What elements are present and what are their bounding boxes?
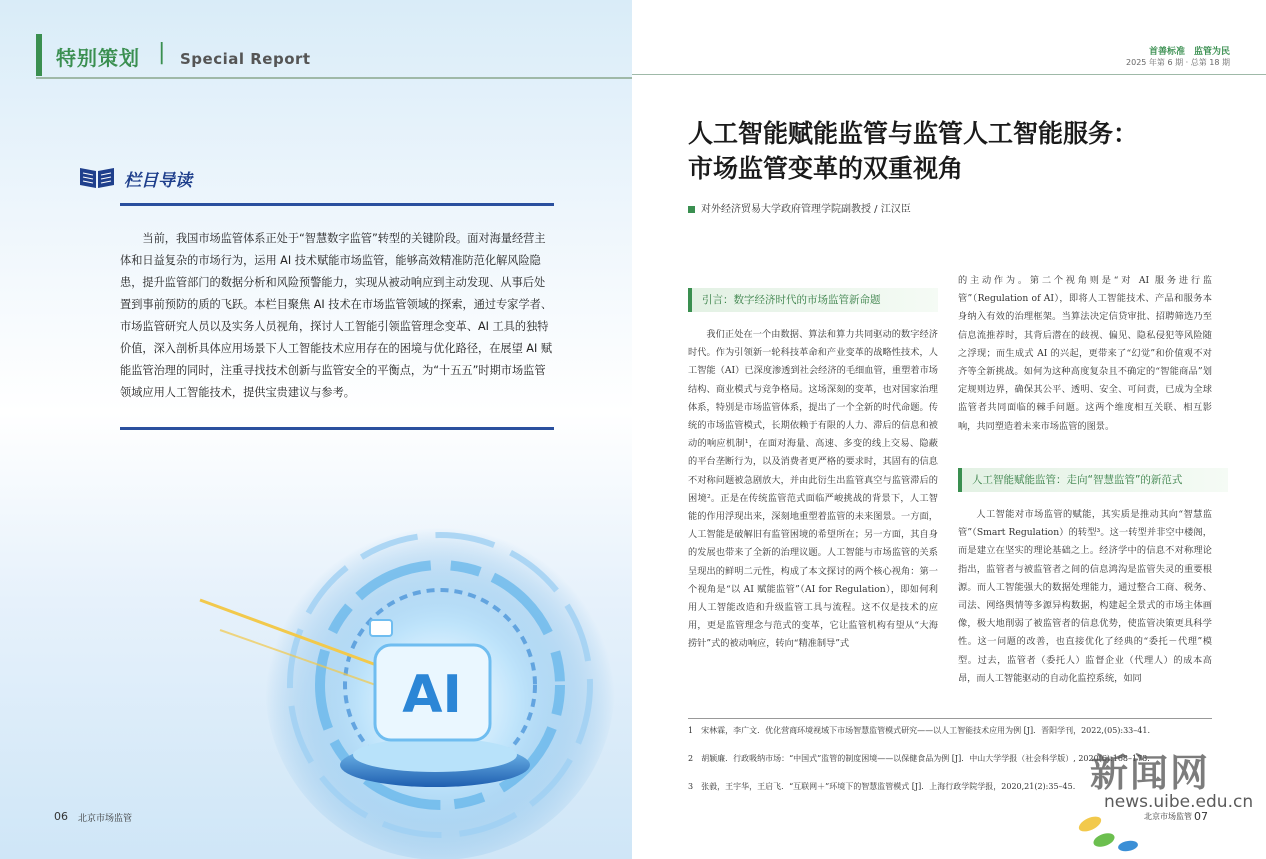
- body-column-left: [688, 326, 938, 654]
- author-text: 对外经济贸易大学政府管理学院副教授 / 江汉臣: [701, 204, 911, 215]
- header-separator: |: [158, 40, 166, 65]
- brand-slogan: 首善标准 监管为民: [1148, 47, 1230, 57]
- footnote-1: 1 宋林霖，李广文．优化营商环境视域下市场智慧监管模式研究——以人工智能技术应用为例 [J]．晋阳学刊，2022,(05):33–41.: [688, 726, 1150, 735]
- header-rule-right: [632, 74, 1266, 75]
- page-number-right: 07: [1194, 810, 1208, 823]
- ai-illustration: [160, 470, 630, 859]
- watermark-text: 新闻网: [1090, 750, 1211, 795]
- magazine-name-right: 北京市场监管: [1144, 812, 1192, 821]
- author-line: [688, 200, 911, 215]
- magazine-name-left: 北京市场监管: [78, 814, 133, 824]
- header-rule: [36, 77, 632, 79]
- footnote-rule: [688, 718, 1212, 719]
- open-book-icon: [78, 164, 116, 190]
- column-title-en: Special Report: [180, 50, 311, 68]
- guide-title: 栏目导读: [124, 171, 192, 191]
- watermark-url: news.uibe.edu.cn: [1104, 792, 1254, 812]
- body-paragraph: 人工智能对市场监管的赋能，其实质是推动其向“智慧监管”（Smart Regulation）的转型³。这一转型并非空中楼阁，而是建立在坚实的理论基础之上。经济学中的信息不对称理论指出，监管者与被监管者之间的信息鸿沟是监管失灵的重要根源。而人工智能强大的数据处理能力，通过整合工商、税务、司法、网络舆情等多源异构数据，构建起全景式的市场主体画像，极大地削弱了被监管者的信息优势，使监管决策更具科学性。这一问题的改善，也直接优化了经典的“委托－代理”模型。过去，监管者（委托人）监督企业（代理人）的成本高昂，而人工智能驱动的自动化监控系统，如同: [958, 509, 1212, 684]
- body-paragraph: 的主动作为。第二个视角则是“对 AI 服务进行监管”（Regulation of AI），即将人工智能技术、产品和服务本身纳入有效的治理框架。当算法决定信贷审批、招聘筛选乃至信息流推荐时，其背后潜在的歧视、偏见、隐私侵犯等风险随之浮现；而生成式 AI 的兴起，更带来了“幻觉”和价值观不对齐等全新挑战。如何为这种高度复杂且不确定的“智能商品”划定规则边界，确保其公平、透明、安全、可问责，已成为全球监管者共同面临的棘手问题。这两个维度相互关联、相互影响，共同塑造着未来市场监管的图景。: [958, 275, 1212, 432]
- footnote-2: 2 胡颖廉．行政吸纳市场：“中国式”监管的制度困境——以保健食品为例 [J]．中山大学学报（社会科学版）, 2020(6):168–178.: [688, 754, 1150, 763]
- section-heading-intro: 引言：数字经济时代的市场监管新命题: [688, 288, 938, 312]
- guide-bottom-rule: [120, 427, 554, 430]
- footnote-3: 3 张毅，王宇华，王启飞．“互联网＋”环境下的智慧监管模式 [J]．上海行政学院学报，2020,21(2):35–45.: [688, 782, 1076, 791]
- author-marker-icon: [688, 206, 695, 213]
- column-title-cn: 特别策划: [56, 46, 140, 70]
- page-number-left: 06: [54, 810, 68, 823]
- body-column-right-top: [958, 272, 1212, 436]
- section-heading-smart-regulation: 人工智能赋能监管：走向“智慧监管”的新范式: [958, 468, 1228, 492]
- body-column-right-bottom: [958, 506, 1212, 688]
- issue-info: 2025 年第 6 期 · 总第 18 期: [1126, 58, 1230, 67]
- header-accent-bar: [36, 34, 42, 76]
- guide-intro-text: 当前，我国市场监管体系正处于“智慧数字监管”转型的关键阶段。面对海量经营主体和日益复杂的市场行为，运用 AI 技术赋能市场监管，能够高效精准防范化解风险隐患，提升监管部门的数据分析和风险预警能力，实现从被动响应到主动发现、从事后处置到事前预防的质的飞跃。本栏目聚焦 AI 技术在市场监管领域的探索，通过专家学者、市场监管研究人员以及实务人员视角，探讨人工智能引领监管理念变革、AI 工具的独特价值，深入剖析具体应用场景下人工智能技术应用存在的困境与优化路径，在展望 AI 赋能监管治理的同时，注重寻找技术创新与监管安全的平衡点，为“十五五”时期市场监管领域应用人工智能技术，提供宝贵建议与参考。: [120, 232, 553, 399]
- guide-top-rule: [120, 203, 554, 206]
- body-paragraph: 我们正处在一个由数据、算法和算力共同驱动的数字经济时代。作为引领新一轮科技革命和产业变革的战略性技术，人工智能（AI）已深度渗透到社会经济的毛细血管，重塑着市场结构、商业模式与竞争格局。这场深刻的变革，也对国家治理体系，特别是市场监管体系，提出了一个全新的时代命题。传统的市场监管模式，长期依赖于有限的人力、滞后的信息和被动的响应机制¹，在面对海量、高速、多变的线上交易、隐蔽的平台垄断行为，以及消费者更严格的要求时，其固有的信息不对称问题被急剧放大，并由此衍生出监管真空与监管滞后的困境²。正是在传统监管范式面临严峻挑战的背景下，人工智能的作用浮现出来，深刻地重塑着监管的未来图景。一方面，人工智能是破解旧有监管困境的希望所在；另一方面，其自身的发展也带来了全新的治理议题。人工智能与市场监管的关系呈现出的鲜明二元性，构成了本文探讨的两个核心视角：第一个视角是“以 AI 赋能监管”（AI for Regulation），即如何利用人工智能改造和升级监管工具与流程。这不仅是技术的应用，更是监管理念与范式的变革，它让监管机构有望从“大海捞针”式的被动响应，转向“精准制导”式: [688, 329, 938, 650]
- article-title-line1: 人工智能赋能监管与监管人工智能服务：: [688, 119, 1139, 148]
- left-page: [0, 0, 632, 859]
- article-title-line2: 市场监管变革的双重视角: [688, 154, 964, 183]
- right-page: [632, 0, 1266, 859]
- ai-art-label: AI: [402, 665, 462, 725]
